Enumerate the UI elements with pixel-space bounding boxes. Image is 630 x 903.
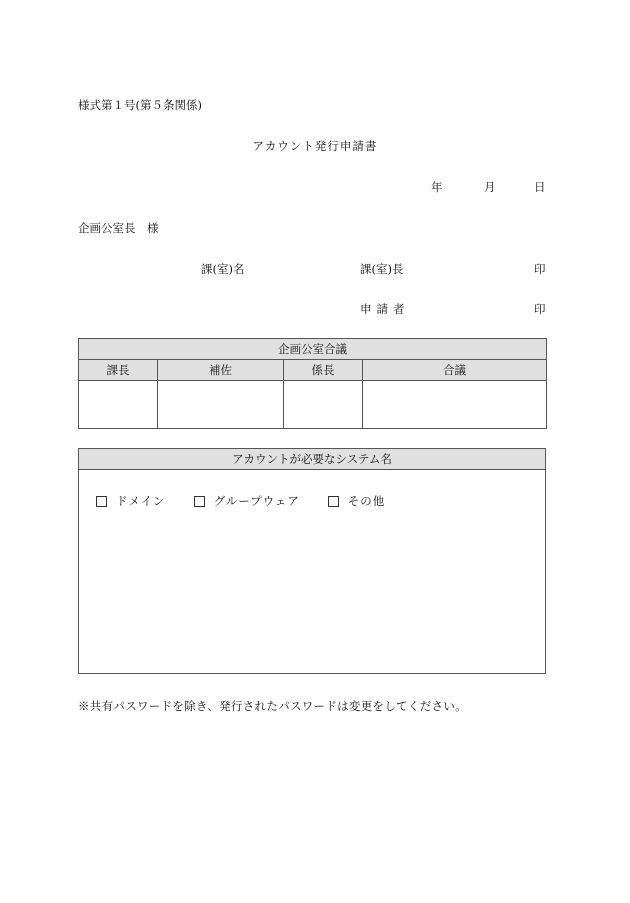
approval-seal-cell[interactable] [363, 381, 547, 429]
approval-column-subsection-chief: 係長 [284, 360, 363, 381]
checkbox-icon[interactable] [328, 496, 339, 507]
option-label: ドメイン [116, 494, 166, 508]
date-year-label: 年 [431, 180, 443, 194]
approval-column-consultation: 合議 [363, 360, 547, 381]
approval-seal-cell[interactable] [284, 381, 363, 429]
system-section [78, 448, 546, 674]
approval-seal-cell[interactable] [158, 381, 284, 429]
seal-mark-applicant: 印 [534, 302, 546, 316]
document-title: アカウント発行申請書 [252, 139, 378, 153]
section-chief-label: 課(室)長 [360, 262, 404, 276]
applicant-label: 申請者 [360, 302, 410, 316]
seal-mark-section-chief: 印 [534, 262, 546, 276]
password-note: ※共有パスワードを除き、発行されたパスワードは変更をしてください。 [78, 699, 467, 713]
approval-table-title: 企画公室合議 [79, 339, 547, 360]
system-options [96, 493, 413, 509]
option-label: グループウェア [213, 494, 300, 508]
approval-table [78, 338, 547, 429]
department-name-label: 課(室)名 [201, 262, 245, 276]
approval-column-assistant: 補佐 [158, 360, 284, 381]
form-number: 様式第１号(第５条関係) [78, 98, 202, 112]
date-day-label: 日 [534, 180, 546, 194]
approval-column-section-chief: 課長 [79, 360, 158, 381]
option-groupware[interactable] [194, 493, 300, 509]
option-domain[interactable] [96, 493, 166, 509]
date-month-label: 月 [484, 180, 496, 194]
option-other[interactable] [328, 493, 386, 509]
system-section-title: アカウントが必要なシステム名 [79, 449, 545, 470]
checkbox-icon[interactable] [194, 496, 205, 507]
approval-seal-cell[interactable] [79, 381, 158, 429]
checkbox-icon[interactable] [96, 496, 107, 507]
option-label: その他 [347, 494, 386, 508]
addressee: 企画公室長 様 [78, 221, 159, 235]
